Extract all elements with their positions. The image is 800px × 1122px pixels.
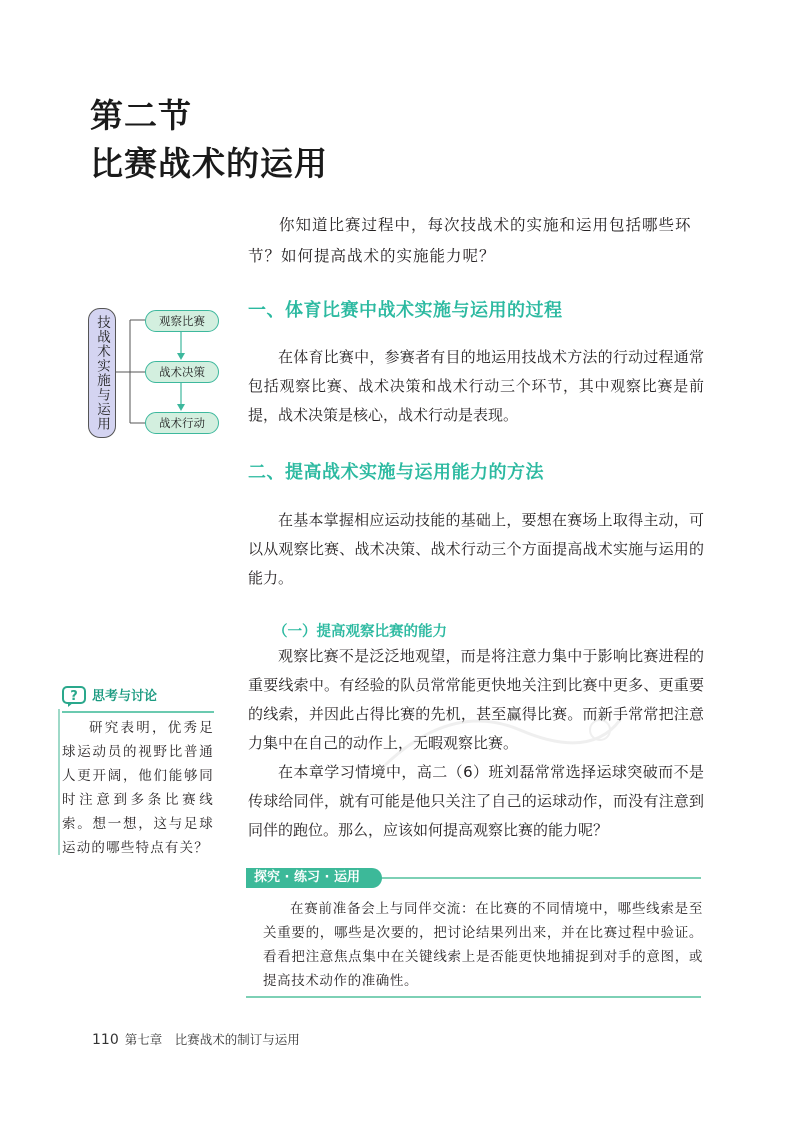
subsection-paragraph-2: 在本章学习情境中，高二（6）班刘磊常常选择运球突破而不是传球给同伴，就有可能是他只关注了自己的运球动作，而没有注意到同伴的跑位。那么，应该如何提高观察比赛的能力呢？ — [248, 763, 704, 839]
think-label: 思考与讨论 — [92, 689, 158, 704]
subsection-heading: （一）提高观察比赛的能力 — [273, 624, 447, 640]
think-discuss-box — [58, 683, 214, 855]
svg-text:?: ? — [70, 689, 78, 704]
subsection-paragraph-1: 观察比赛不是泛泛地观望，而是将注意力集中于影响比赛进程的重要线索中。有经验的队员常常能更快地关注到比赛中更多、更重要的线索，并因此占得比赛的先机，甚至赢得比赛。而新手常常把注意力集中在自己的动作上，无暇观察比赛。 — [248, 647, 704, 752]
intro-question — [248, 210, 708, 272]
explore-body — [263, 897, 703, 993]
diagram-step-observe: 观察比赛 — [145, 310, 219, 332]
explore-label: 探究 · 练习 · 运用 — [246, 868, 382, 888]
watermark-logo — [360, 690, 630, 790]
section-heading-1: 一、体育比赛中战术实施与运用的过程 — [248, 300, 563, 321]
explore-text: 在赛前准备会上与同伴交流：在比赛的不同情境中，哪些线索是至关重要的，哪些是次要的，把讨论结果列出来，并在比赛过程中验证。看看把注意焦点集中在关键线索上是否能更快地捕捉到对手的意图，或提高技术动作的准确性。 — [263, 901, 703, 989]
think-underline — [62, 711, 214, 713]
think-text: 研究表明，优秀足球运动员的视野比普通人更开阔，他们能够同时注意到多条比赛线索。想一想，这与足球运动的哪些特点有关？ — [62, 720, 214, 856]
chapter-title: 第七章 比赛战术的制订与运用 — [124, 1032, 300, 1047]
process-diagram — [88, 300, 228, 440]
page-number: 110 — [92, 1032, 119, 1048]
think-header — [62, 686, 214, 708]
section-2-body — [248, 506, 704, 593]
diagram-step-action: 战术行动 — [145, 412, 219, 434]
explore-practice-box — [246, 865, 701, 1001]
section-number: 第二节 — [90, 96, 192, 135]
diagram-label: 技战术实施与运用 — [94, 315, 110, 431]
page-footer — [92, 1030, 300, 1048]
question-bubble-icon — [62, 686, 88, 708]
think-left-border — [58, 709, 60, 855]
explore-bottom-rule — [246, 996, 701, 998]
diagram-step-decision: 战术决策 — [145, 361, 219, 383]
page-title: 比赛战术的运用 — [90, 144, 328, 183]
intro-text: 你知道比赛过程中，每次技战术的实施和运用包括哪些环节？如何提高战术的实施能力呢？ — [248, 216, 692, 265]
section-heading-2: 二、提高战术实施与运用能力的方法 — [248, 462, 544, 483]
section-1-paragraph: 在体育比赛中，参赛者有目的地运用技战术方法的行动过程通常包括观察比赛、战术决策和战术行动三个环节，其中观察比赛是前提，战术决策是核心，战术行动是表现。 — [248, 348, 704, 424]
section-1-body — [248, 343, 704, 430]
section-2-paragraph: 在基本掌握相应运动技能的基础上，要想在赛场上取得主动，可以从观察比赛、战术决策、战术行动三个方面提高战术实施与运用的能力。 — [248, 511, 704, 587]
think-body — [62, 716, 214, 860]
